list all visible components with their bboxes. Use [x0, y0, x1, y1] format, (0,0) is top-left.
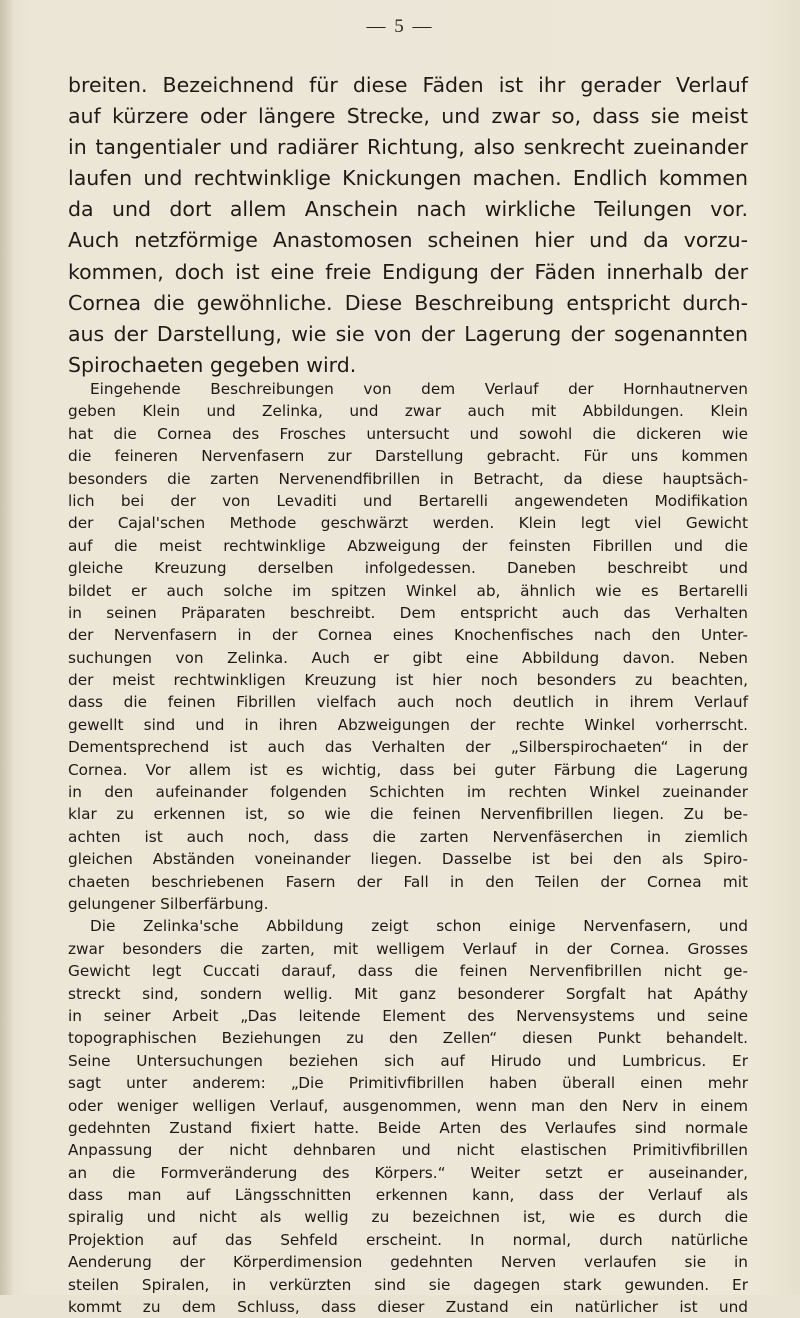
note-line: bildet er auch solche im spitzen Winkel ab, ähnlich wie es Bertarelli	[68, 581, 748, 600]
note-line: Dementsprechend ist auch das Verhalten der „Silberspirochaeten“ in der	[68, 738, 748, 757]
main-line: breiten. Bezeichnend für diese Fäden ist ihr gerader Verlauf	[68, 73, 748, 97]
note-line: gedehnten Zustand fixiert hatte. Beide Arten des Verlaufes sind normale	[68, 1118, 748, 1137]
note-line: Gewicht legt Cuccati darauf, dass die feinen Nervenfibrillen nicht ge-	[68, 962, 748, 981]
main-line: in tangentialer und radiärer Richtung, also senkrecht zueinander	[68, 135, 748, 160]
note-line: der meist rechtwinkligen Kreuzung ist hier noch besonders zu beachten,	[68, 671, 748, 690]
note-line: dass die feinen Fibrillen vielfach auch noch deutlich in ihrem Verlauf	[68, 693, 748, 712]
page-number: — 5 —	[366, 16, 434, 37]
note-line: lich bei der von Levaditi und Bertarelli angewendeten Modifikation	[68, 491, 748, 510]
note-line: sagt unter anderem: „Die Primitivfibrillen haben überall einen mehr	[68, 1074, 748, 1093]
note-line: der Cajal'schen Methode geschwärzt werden. Klein legt viel Gewicht	[68, 514, 748, 533]
note-line: in den aufeinander folgenden Schichten im rechten Winkel zueinander	[68, 783, 748, 802]
note-line: suchungen von Zelinka. Auch er gibt eine Abbildung davon. Neben	[68, 648, 748, 667]
note-line: achten ist auch noch, dass die zarten Nervenfäserchen in ziemlich	[68, 827, 748, 846]
note-paragraph-2	[68, 915, 748, 1318]
note-line: gewellt sind und in ihren Abzweigungen der rechte Winkel vorherrscht.	[68, 715, 748, 734]
note-line: Die Zelinka'sche Abbildung zeigt schon einige Nervenfasern, und	[90, 917, 748, 936]
note-line: streckt sind, sondern wellig. Mit ganz besonderer Sorgfalt hat Apáthy	[68, 984, 748, 1003]
note-line: auf die meist rechtwinklige Abzweigung der feinsten Fibrillen und die	[68, 536, 748, 555]
note-line: gleiche Kreuzung derselben infolgedessen. Daneben beschreibt und	[68, 559, 748, 578]
note-section	[68, 378, 748, 1318]
note-line: in seiner Arbeit „Das leitende Element des Nervensystems und seine	[68, 1006, 748, 1025]
note-line: oder weniger welligen Verlauf, ausgenommen, wenn man den Nerv in einem	[68, 1096, 748, 1115]
main-line: da und dort allem Anschein nach wirkliche Teilungen vor.	[68, 197, 748, 222]
note-line: Seine Untersuchungen beziehen sich auf Hirudo und Lumbricus. Er	[68, 1051, 748, 1070]
main-line: laufen und rechtwinklige Knickungen machen. Endlich kommen	[68, 166, 748, 191]
main-line: Auch netzförmige Anastomosen scheinen hier und da vorzu-	[68, 228, 748, 253]
note-paragraph-1	[68, 378, 748, 915]
main-paragraph	[68, 70, 748, 381]
note-line: Aenderung der Körperdimension gedehnten Nerven verlaufen sie in	[68, 1253, 748, 1272]
note-line: der Nervenfasern in der Cornea eines Knochenfisches nach den Unter-	[68, 626, 748, 645]
note-line: die feineren Nervenfasern zur Darstellung gebracht. Für uns kommen	[68, 447, 748, 466]
main-line: kommen, doch ist eine freie Endigung der Fäden innerhalb der	[68, 259, 748, 284]
note-line: Cornea. Vor allem ist es wichtig, dass bei guter Färbung die Lagerung	[68, 760, 748, 779]
note-line: Projektion auf das Sehfeld erscheint. In normal, durch natürliche	[68, 1230, 748, 1249]
main-line: Spirochaeten gegeben wird.	[68, 352, 357, 377]
main-line: auf kürzere oder längere Strecke, und zwar so, dass sie meist	[68, 104, 748, 129]
note-line: Eingehende Beschreibungen von dem Verlauf der Hornhautnerven	[90, 380, 748, 398]
note-line: hat die Cornea des Frosches untersucht und sowohl die dickeren wie	[68, 424, 748, 443]
note-line: gleichen Abständen voneinander liegen. Dasselbe ist bei den als Spiro-	[68, 850, 748, 869]
note-line: spiralig und nicht als wellig zu bezeichnen ist, wie es durch die	[68, 1208, 748, 1227]
note-line: dass man auf Längsschnitten erkennen kann, dass der Verlauf als	[68, 1186, 748, 1205]
main-line: aus der Darstellung, wie sie von der Lagerung der sogenannten	[68, 321, 748, 346]
note-line: besonders die zarten Nervenendfibrillen in Betracht, da diese hauptsäch-	[68, 469, 748, 488]
note-line: chaeten beschriebenen Fasern der Fall in den Teilen der Cornea mit	[68, 872, 748, 891]
note-line: in seinen Präparaten beschreibt. Dem entspricht auch das Verhalten	[68, 603, 748, 622]
gutter-shadow	[0, 0, 14, 1295]
note-line: steilen Spiralen, in verkürzten sind sie dagegen stark gewunden. Er	[68, 1275, 748, 1294]
note-line: zwar besonders die zarten, mit welligem Verlauf in der Cornea. Grosses	[68, 939, 748, 958]
note-line: an die Formveränderung des Körpers.“ Weiter setzt er auseinander,	[68, 1163, 748, 1182]
note-line: Anpassung der nicht dehnbaren und nicht elastischen Primitivfibrillen	[68, 1141, 748, 1160]
note-line: geben Klein und Zelinka, und zwar auch mit Abbildungen. Klein	[68, 402, 748, 421]
note-line: topographischen Beziehungen zu den Zellen“ diesen Punkt behandelt.	[68, 1029, 748, 1048]
note-line: gelungener Silberfärbung.	[68, 894, 269, 913]
main-line: Cornea die gewöhnliche. Diese Beschreibung entspricht durch-	[68, 290, 748, 315]
note-line: kommt zu dem Schluss, dass dieser Zustand ein natürlicher ist und	[68, 1298, 748, 1317]
note-line: klar zu erkennen ist, so wie die feinen Nervenfibrillen liegen. Zu be-	[68, 805, 748, 824]
